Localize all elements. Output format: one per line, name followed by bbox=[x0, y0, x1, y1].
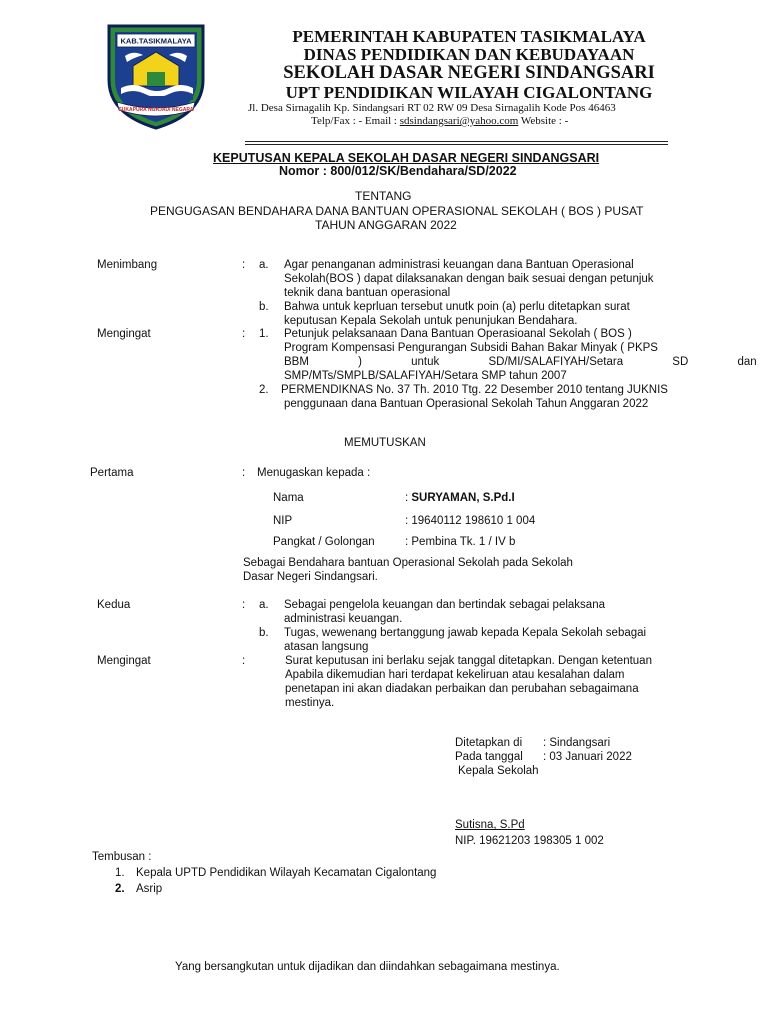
logo-top-text: KAB.TASIKMALAYA bbox=[120, 36, 192, 46]
signatory-nip: NIP. 19621203 198305 1 002 bbox=[455, 835, 604, 847]
kedua-a-marker: a. bbox=[259, 599, 269, 611]
menimbang-colon: : bbox=[242, 259, 246, 271]
mengingat-1-line-1: Petunjuk pelaksanaan Dana Bantuan Operasioanal Sekolah ( BOS ) bbox=[284, 328, 632, 340]
tanggal-value: : 03 Januari 2022 bbox=[543, 751, 632, 763]
nama-colon: : bbox=[405, 492, 412, 504]
menimbang-b-marker: b. bbox=[259, 301, 269, 313]
tentang-heading: TENTANG bbox=[355, 189, 412, 203]
kop-contact bbox=[311, 115, 568, 127]
mengingat-label: Mengingat bbox=[97, 328, 151, 340]
signatory-name: Sutisna, S.Pd bbox=[455, 819, 525, 831]
menimbang-a-line-1: Agar penanganan administrasi keuangan dana Bantuan Operasional bbox=[284, 259, 634, 271]
kop-contact-prefix: Telp/Fax : - Email : bbox=[311, 115, 400, 127]
subject-line-1: PENGUGASAN BENDAHARA DANA BANTUAN OPERASIONAL SEKOLAH ( BOS ) PUSAT bbox=[150, 204, 644, 218]
document-title: KEPUTUSAN KEPALA SEKOLAH DASAR NEGERI SINDANGSARI bbox=[213, 151, 600, 165]
ketentuan-line-2: Apabila dikemudian hari terdapat kekeliruan atau kesalahan dalam bbox=[285, 669, 625, 681]
tembusan-1-text: Kepala UPTD Pendidikan Wilayah Kecamatan Cigalontang bbox=[136, 867, 437, 879]
menimbang-a-line-2: Sekolah(BOS ) dapat dilaksanakan dengan baik sesuai dengan petunjuk bbox=[284, 273, 654, 285]
tasikmalaya-regency-emblem bbox=[103, 22, 209, 130]
tanggal-label: Pada tanggal bbox=[455, 751, 523, 763]
ketentuan-line-3: penetapan ini akan diadakan perbaikan dan perubahan sebagaimana bbox=[285, 683, 639, 695]
pangkat-value: : Pembina Tk. 1 / IV b bbox=[405, 536, 516, 548]
tembusan-2-marker: 2. bbox=[115, 883, 125, 895]
logo-ribbon-text: SUKAPURA NGAJADI NEGARA bbox=[118, 107, 194, 113]
kop-line-1: PEMERINTAH KABUPATEN TASIKMALAYA bbox=[292, 27, 646, 46]
kedua-a-line-2: administrasi keuangan. bbox=[284, 613, 403, 625]
pertama-label: Pertama bbox=[90, 467, 134, 479]
kop-line-3: SEKOLAH DASAR NEGERI SINDANGSARI bbox=[283, 63, 655, 83]
pertama-colon: : bbox=[242, 467, 246, 479]
kedua-a-line-1: Sebagai pengelola keuangan dan bertindak sebagai pelaksana bbox=[284, 599, 605, 611]
menimbang-a-line-3: teknik dana bantuan operasional bbox=[284, 287, 451, 299]
mengingat-1-line-3: BBM ) untuk SD/MI/SALAFIYAH/Setara SD dan bbox=[284, 356, 757, 368]
ketentuan-line-1: Surat keputusan ini berlaku sejak tanggal ditetapkan. Dengan ketentuan bbox=[285, 655, 652, 667]
kop-divider-thin bbox=[245, 144, 668, 145]
nama-value-text: SURYAMAN, S.Pd.I bbox=[411, 492, 515, 504]
tembusan-label: Tembusan : bbox=[92, 851, 152, 863]
document-number: Nomor : 800/012/SK/Bendahara/SD/2022 bbox=[279, 164, 517, 178]
kedua-colon: : bbox=[242, 599, 246, 611]
mengingat-2-line-2: penggunaan dana Bantuan Operasional Sekolah Tahun Anggaran 2022 bbox=[284, 398, 649, 410]
kop-line-4: UPT PENDIDIKAN WILAYAH CIGALONTANG bbox=[285, 83, 653, 102]
pertama-text: Menugaskan kepada : bbox=[257, 467, 371, 479]
mengingat-2-line-1: PERMENDIKNAS No. 37 Th. 2010 Ttg. 22 Desember 2010 tentang JUKNIS bbox=[281, 384, 668, 396]
tembusan-1-marker: 1. bbox=[115, 867, 125, 879]
ditetapkan-value: : Sindangsari bbox=[543, 737, 611, 749]
kop-email-link[interactable]: sdsindangsari@yahoo.com bbox=[399, 115, 519, 127]
mengingat-1-line-2: Program Kompensasi Pengurangan Subsidi Bahan Bakar Minyak ( PKPS bbox=[284, 342, 658, 354]
ditetapkan-label: Ditetapkan di bbox=[455, 737, 523, 749]
nama-value bbox=[405, 492, 515, 504]
menimbang-b-line-2: keputusan Kepala Sekolah untuk penunjukan Bendahara. bbox=[284, 315, 578, 327]
subject-line-2: TAHUN ANGGARAN 2022 bbox=[315, 218, 457, 232]
sebagai-line-1: Sebagai Bendahara bantuan Operasional Sekolah pada Sekolah bbox=[243, 557, 573, 569]
kop-address: Jl. Desa Sirnagalih Kp. Sindangsari RT 02 RW 09 Desa Sirnagalih Kode Pos 46463 bbox=[248, 102, 616, 114]
pangkat-label: Pangkat / Golongan bbox=[273, 536, 375, 548]
menimbang-a-marker: a. bbox=[259, 259, 269, 271]
tembusan-2-text: Asrip bbox=[136, 883, 163, 895]
kedua-b-line-1: Tugas, wewenang bertanggung jawab kepada Kepala Sekolah sebagai bbox=[284, 627, 647, 639]
kedua-b-marker: b. bbox=[259, 627, 269, 639]
mengingat-2-label: Mengingat bbox=[97, 655, 151, 667]
mengingat-2-marker: 2. bbox=[259, 384, 269, 396]
kop-contact-suffix: Website : - bbox=[518, 115, 569, 127]
memutuskan-heading: MEMUTUSKAN bbox=[344, 437, 426, 449]
mengingat-1-line-4: SMP/MTs/SMPLB/SALAFIYAH/Setara SMP tahun 2007 bbox=[284, 370, 567, 382]
menimbang-b-line-1: Bahwa untuk keprluan tersebut unutk poin (a) perlu ditetapkan surat bbox=[284, 301, 630, 313]
nama-label: Nama bbox=[273, 492, 304, 504]
kop-divider bbox=[245, 141, 668, 142]
mengingat-colon: : bbox=[242, 328, 246, 340]
kedua-b-line-2: atasan langsung bbox=[284, 641, 369, 653]
ketentuan-line-4: mestinya. bbox=[285, 697, 335, 709]
kedua-label: Kedua bbox=[97, 599, 131, 611]
footer-note: Yang bersangkutan untuk dijadikan dan diindahkan sebagaimana mestinya. bbox=[175, 961, 560, 973]
signatory-role: Kepala Sekolah bbox=[458, 765, 539, 777]
nip-value: : 19640112 198610 1 004 bbox=[405, 515, 536, 527]
mengingat-2-colon: : bbox=[242, 655, 246, 667]
menimbang-label: Menimbang bbox=[97, 259, 158, 271]
mengingat-1-marker: 1. bbox=[259, 328, 269, 340]
nip-label: NIP bbox=[273, 515, 293, 527]
sebagai-line-2: Dasar Negeri Sindangsari. bbox=[243, 571, 378, 583]
kop-line-2: DINAS PENDIDIKAN DAN KEBUDAYAAN bbox=[303, 45, 635, 64]
